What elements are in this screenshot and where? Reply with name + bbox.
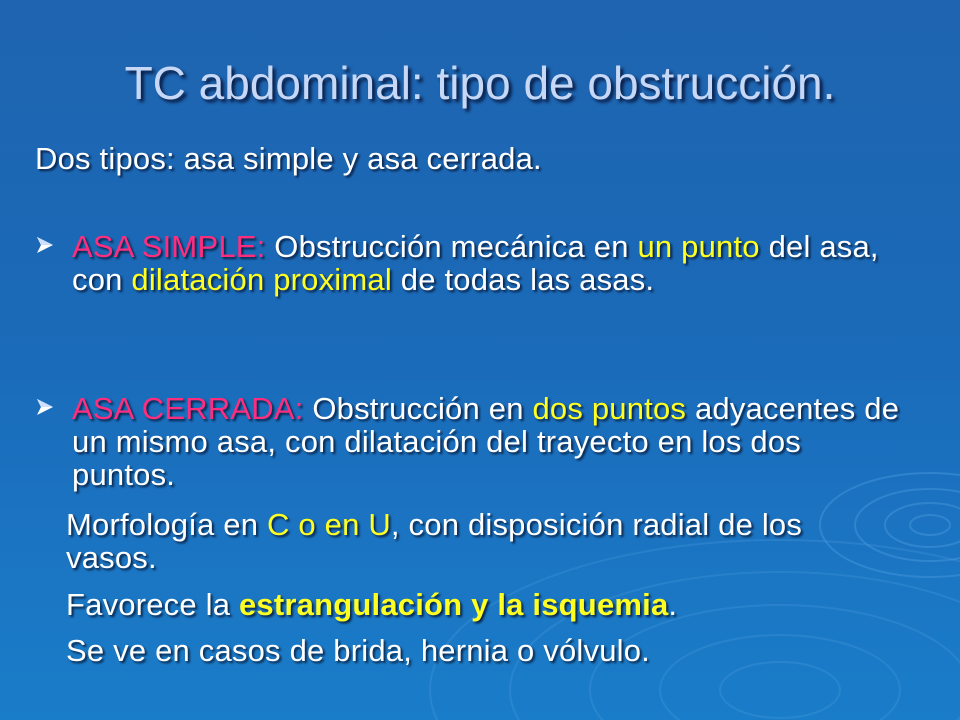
favorece-paragraph (66, 588, 896, 621)
morphology-text-1: Morfología en (66, 507, 267, 542)
asa-simple-text-2: del asa, con (72, 229, 879, 297)
favorece-text-2: . (668, 587, 678, 622)
asa-cerrada-text-2: adyacentes de un mismo asa, con dilatación del trayecto en los dos puntos. (72, 391, 900, 492)
bullet-asa-simple (72, 230, 912, 296)
intro-text: Dos tipos: asa simple y asa cerrada. (35, 141, 542, 176)
se-ve-paragraph: Se ve en casos de brida, hernia o vólvulo. (66, 633, 650, 668)
slide-title: TC abdominal: tipo de obstrucción. (124, 56, 836, 109)
asa-simple-highlight-1: un punto (637, 229, 760, 264)
asa-simple-highlight-2: dilatación proximal (131, 262, 392, 297)
morphology-paragraph (66, 508, 896, 574)
arrow-bullet-icon (34, 396, 56, 418)
asa-cerrada-highlight-1: dos puntos (532, 391, 687, 426)
asa-cerrada-label: ASA CERRADA: (72, 391, 304, 426)
asa-simple-text-1: Obstrucción mecánica en (265, 229, 638, 264)
asa-simple-label: ASA SIMPLE: (72, 229, 266, 264)
morphology-highlight: C o en U (266, 507, 391, 542)
bullet-asa-cerrada (72, 392, 912, 491)
asa-cerrada-text-1: Obstrucción en (303, 391, 533, 426)
favorece-text-1: Favorece la (66, 587, 239, 622)
morphology-text-2: , con disposición radial de los vasos. (66, 507, 803, 575)
arrow-bullet-icon (34, 234, 56, 256)
asa-simple-text-3: de todas las asas. (391, 262, 655, 297)
favorece-highlight: estrangulación y la isquemia (238, 587, 669, 622)
